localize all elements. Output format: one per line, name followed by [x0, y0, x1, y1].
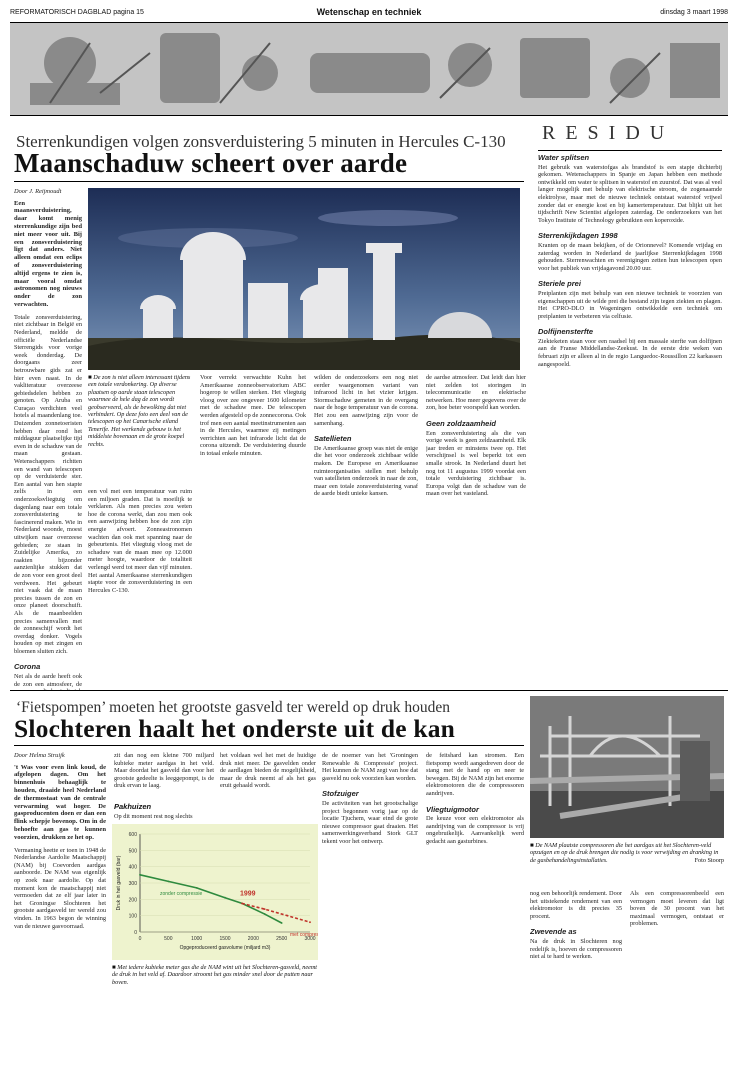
article2-column-4 — [322, 752, 418, 1062]
y-tick-label: 400 — [128, 864, 137, 871]
x-axis-label: Opgeproduceerd gasvolume (miljard m3) — [179, 945, 271, 951]
caption-bullet-icon: ■ — [112, 964, 118, 971]
telescope-photo — [88, 188, 520, 370]
article1-column-4 — [314, 374, 418, 690]
caption-bullet-icon: ■ — [88, 374, 94, 381]
article1-body: De Amerikaanse groep was niet de enige die het voor onderzoek zichtbaar wilde maken. De Europese en Amerikaanse ruimteorganisaties stellen met behulp van satellieten onderzoek in naar de zon, maar een totale zonsverduistering vanaf de aarde biedt unieke kansen. — [314, 444, 418, 498]
data-point — [264, 908, 266, 910]
article2-kicker: ‘Fietspompen’ moeten het grootste gasveld ter wereld op druk houden — [16, 699, 451, 716]
y-axis-label: Druk in het gasveld (bar) — [116, 855, 122, 911]
article1-column-3: Voor verrekt verwachtte Kuhn het Amerikaanse zonneobservatorium ABC hogerop te willen sterken. Het vliegtuig vloog over zee ongeveer 1600 kilometer met de schaduw mee. De telescopen werden afgesteld op de zonnecorona. Ook trof men een aantal meetinstrumenten aan in de Hercules, waarmee zij metingen verrichten aan het infrarode licht dat de corona uitzendt. De verduistering duurde in totaal enkele minuten. — [200, 374, 306, 457]
residu-body: Het gebruik van waterstofgas als brandstof is een stapje dichterbij gekomen. Wetenschappers in Spanje en Japan hebben een methode ontwikkeld om water te splitsen in waterstof en zuurstof. Dat was al veel langer mogelijk met behulp van elektrische stroom, de zogenaamde elektrolyse, maar met de nieuwe techniek ontstaat waterstof vrijwel zonder dat er energie kost en bij kamertemperatuur. Dat blijkt uit het tijdschrift New Scientist afgelopen zaterdag. De onderzoekers van het Tokyo Institute of Technology gebruikten een koperoxide. — [538, 163, 722, 224]
article1-body: Net als de aarde heeft ook de zon een atmosfeer, de — [14, 673, 82, 688]
subhead-satellieten: Satellieten — [314, 434, 352, 444]
section-banner-image — [10, 22, 728, 116]
article1-body: Een zonsverduistering als die van vorige week is geen zeldzaamheid. Elk jaar treden er minstens twee op. Het verschijnsel is wel beperkt tot een smalle strook. In Nederland duurt het nog tot 11 augustus 1999 voordat een totale verduistering zichtbaar is. Europa volgt dan de schaduw van de maan over het vasteland. — [426, 429, 526, 498]
data-point — [167, 880, 169, 882]
page-header — [10, 6, 728, 20]
data-point — [196, 887, 198, 889]
article2-column-6 — [530, 890, 622, 1062]
residu-subhead: Water splitsen — [538, 154, 590, 162]
legend-label-2: met compres — [290, 932, 318, 939]
article2-column-5 — [426, 752, 524, 1062]
data-point — [281, 922, 283, 924]
article2-byline: Door Helma Struijk — [14, 752, 65, 759]
chart-caption-text: Met iedere kubieke meter gas die de NAM wint uit het Slochteren-gasveld, neemt de druk in het veld af. Daardoor stroomt het gas minder snel door de putten naar boven. — [112, 964, 318, 986]
residu-body: Ziekteketen staan voor een raadsel bij een massale sterfte van dolfijnen aan de Franse Middellandse-Zeekust. In de eerste drie weken van februari zijn er alleen al in de regio Languedoc-Roussillon 22 karkassen aangespoeld. — [538, 337, 722, 368]
x-tick-label: 2500 — [276, 936, 288, 942]
article2-column-3: het voldaan wel het met de huidige druk niet meer. De gasvelden onder de aardlagen bieden de mogelijkheid, maar de druk neemt af als het gas eruit gehaald wordt. — [220, 752, 316, 790]
article2-headline: Slochteren haalt het onderste uit de kan — [14, 714, 456, 743]
subhead-zeldzaamheid: Geen zoldzaamheid — [426, 418, 497, 428]
article1-lead: Een maansverduistering, daar komt menig sterrenkundige zijn bed niet meer voor uit. Bij een zonsverduistering ligt dat anders. Niet alleen omdat een eclips of zonsverduistering altijd ergens te zien is, maar vooral omdat astronomen nog nieuws onder de zon verwachten. — [14, 199, 82, 308]
article1-kicker: Sterrenkundigen volgen zonsverduistering 5 minuten in Hercules C-130 — [16, 132, 506, 151]
data-point — [286, 915, 288, 917]
article2-body: De keuze voor een elektromotor als aandrijving van de compressor is vrij ongebruikelijk. Aanvankelijk werd gedacht aan gasturbines. — [426, 815, 524, 845]
article1-body: Totale zonsverduistering, niet zichtbaar in België en Nederland, meldde de officiële Nederlandse Sterrengids voor vorige week donderdag. De doorgaans zeer betrouwbare gids zat er hier even naast. In de vakliteratuur overzeese gebiedsdelen hebben zo genoten. Op Aruba en Curaçao verdichten veel hotels al maandenlang toe. Duizenden zonnetoeristen hebben daar rond het middaguur plaatselijke tijd even in de schaduw van de maan gestaan. Wetenschappers richtten een wand van telescopen op de verduisterde ster. Een aantal van hen stapte zelfs in een onderzoeksvliegtuig om dagenlang naar een totale zonsverduistering te fascinerend maken. Wie in Nederland woonde, moest uitwijken naar overzeese gebieden; ze staan in Zuidelijke Amerika, zo raakten bijzonder aanzienlijke stukken dat de zon voor een groot deel verdween. Het gebeurt niet vaak dat de maan precies tussen de zon en onze planeet doorschuift. Als de maanbeelden precies samenvallen met de zonneschijf wordt het overdag donker. Vogels houden op met zingen en bloemen sluiten zich. — [14, 313, 82, 655]
residu-header — [538, 120, 722, 151]
article2-body: De activiteiten van het grootschalige project begonnen vorig jaar op de locatie Tjuchem, waar eind de grote nieuwe compressor gaat draaien. Het samenwerkingsverband Stork GLT tekent voor het ontwerp. — [322, 799, 418, 845]
photo-caption — [88, 374, 192, 486]
y-tick-label: 300 — [128, 881, 137, 887]
section-title: Wetenschap en techniek — [316, 7, 422, 17]
article2-column-7: Als een compressorenbeeld een vermogen moet leveren dat ligt boven de 30 procent van het maximaal vermogen, ontstaat er problemen. — [630, 890, 724, 928]
article2-pakhuizen — [114, 800, 214, 821]
y-tick-label: 100 — [128, 913, 137, 920]
divider — [10, 690, 728, 691]
pressure-chart-svg — [112, 824, 318, 960]
page-date: dinsdag 3 maart 1998 — [660, 9, 728, 16]
caption-bullet-icon: ■ — [530, 842, 536, 849]
subhead-pakhuizen: Pakhuizen — [114, 802, 152, 811]
subhead-stofzuiger: Stofzuiger — [322, 789, 359, 799]
compressor-caption — [530, 842, 724, 884]
article2-body: Vermaning heette er toen in 1948 de Nederlandse Aardolie Maatschappij (NAM) bij Coevorden aardgas aanboorde. De NAM was eigenlijk op zoek naar aardolie. Op dat moment kon de maatschappij niet vermoeden dat ze elf jaar later in het Groningse Slochteren het grootste aardgasveld ter wereld zou vinden. In 1963 begon de winning van de nieuwe gasvoorraad. — [14, 846, 106, 930]
pressure-chart — [112, 824, 318, 960]
subhead-zwevende-as: Zwevende as — [530, 927, 577, 937]
article2-body: Op dit moment rest nog slechts — [114, 813, 193, 820]
data-point — [224, 897, 226, 899]
article2-body: zit dan nog een kleine 700 miljard kubieke meter aardgas in het veld. Maar doordat het gasveld dan voor het grootste gedeelte is leeggepompt, is de druk ervan te laag. — [114, 752, 214, 790]
subhead-corona: Corona — [14, 662, 41, 672]
residu-subhead: Steriele prei — [538, 279, 581, 289]
residu-title: RESIDU — [542, 122, 675, 144]
year-annotation: 1999 — [240, 890, 256, 898]
article2-body: de feitshard kan stromen. Een fietspomp wordt aangedreven door de stang met de hand op en neer te bewegen. Bij de NAM zijn het enorme elektromotoren die de compressoren aandrijven. — [426, 752, 524, 797]
residu-subhead: Sterrenkijkdagen 1998 — [538, 231, 618, 241]
y-tick-label: 0 — [134, 930, 137, 936]
divider — [14, 181, 524, 182]
residu-column — [538, 154, 722, 690]
x-tick-label: 1500 — [219, 936, 231, 942]
residu-body: Kranten op de maan bekijken, of de Orionnevel? Komende vrijdag en zaterdag worden in Nederland de jaarlijkse Sterrenkijkdagen 1998 gehouden. Sterrenwachten en verenigingen zetten hun telescopen open voor het publiek van vrijdagavond 20.00 uur. — [538, 241, 722, 272]
subhead-vliegtuigmotor: Vliegtuigmotor — [426, 804, 479, 814]
article1-column-5 — [426, 374, 526, 690]
legend-label-1: zonder compressie — [160, 890, 203, 897]
article1-body: de aardse atmosfeer. Dat leidt dan hier niet zelden tot storingen in telecommunicatie en elektrische netwerken. Hoe meer gegevens over de zon, hoe beter voorspeld kan worden. — [426, 374, 526, 412]
y-tick-label: 600 — [128, 832, 137, 838]
x-tick-label: 0 — [138, 936, 142, 942]
newspaper-name: REFORMATORISCH DAGBLAD pagina 15 — [10, 9, 144, 16]
compressor-photo — [530, 696, 724, 838]
article1-body: wilden de onderzoekers een nog niet eerder waargenomen variant van infrarood licht in het vizier krijgen. Stormschaduw gemeten in de overgang naar de hoge temperatuur van de corona. Het zou een aanwijzing zijn voor de samenhang. — [314, 374, 418, 427]
data-point — [309, 921, 311, 923]
data-point — [264, 913, 266, 915]
article2-body: de de noemer van het 'Groningen Renewable & Compressie' project. Het kunnen de NAM zegt van hoe dat gasveld nu ook voorzien kan worden. — [322, 752, 418, 782]
data-point — [241, 903, 243, 905]
article1-headline: Maanschaduw scheert over aarde — [14, 148, 408, 178]
article2-column-2 — [114, 752, 214, 800]
x-tick-label: 3000 — [304, 936, 316, 942]
photo-credit: Foto Stoorp — [694, 856, 724, 864]
article1-column-1 — [14, 188, 82, 690]
article2-body: nog een behoorlijk rendement. Door het uitstekende rendement van een elektromotor is dit precies 35 procent. — [530, 890, 622, 920]
chart-caption — [112, 964, 318, 1008]
article2-lead: 't Was voor even link koud, de afgelopen dagen. Om het binnenhuis behaaglijk te houden, draaide heel Nederland de thermostaat van de centrale verwarming wat hoger. De gasproducenten doen er dan een flink schepje bovenop. Om in de behoefte aan gas te kunnen voorzien, drukken ze het op. — [14, 763, 106, 841]
data-point — [139, 874, 141, 876]
y-tick-label: 200 — [128, 897, 137, 904]
residu-body: Preiplanten zijn met behulp van een nieuwe techniek te voorzien van eigenschappen uit de wilde prei die bestand zijn tegen ziekten en plagen. Het CPRO-DLO in Wageningen ontwikkelde een techniek om preiplanten te verbeteren via celfusie. — [538, 289, 722, 320]
residu-subhead: Dolfijnensterfte — [538, 327, 594, 337]
caption-text: De zon is niet alleen interessant tijdens een totale verdonkering. Op diverse plaatsen op aarde staan telescopen waarmee de hele dag de zon wordt geobserveerd, als de bewolking dat niet verhindert. Op deze foto een deel van de telescopen op het Canarische eiland Tenerife. Het werkende gebouw is het middelste bovenaan en de grote koepel rechts. — [88, 374, 191, 448]
photo-caption-text: De NAM plaatste compressoren die het aardgas uit het Slochteren-veld opzuigen en op de druk brengen die nodig is voor verwijding en dranking in de gasbehandelingsinstallaties. — [530, 842, 719, 864]
article1-column-2: een vol met een temperatuur van ruim een miljoen graden. Dat is moeilijk te verklaren. Als men precies zou weten hoe de corona werkt, dan zou men ook een aanwijzing hebben hoe de zon zijn energie afvoert. Zonneastronomen wachten dan ook met spanning naar de gebeurtenis. Het vliegtuig vloog met de schaduw van de maan mee op 12.000 meter hoogte, waardoor de totaliteit verlengd werd tot meer dan vijf minuten. Het aantal Amerikaanse sterrenkundigen stapte voor de zonsverduistering in een Hercules C-130. — [88, 488, 192, 594]
y-tick-label: 500 — [128, 848, 137, 855]
article1-byline: Door J. Reijmoudt — [14, 188, 62, 195]
article2-column-1 — [14, 752, 106, 1062]
x-tick-label: 2000 — [247, 936, 259, 942]
x-tick-label: 500 — [164, 936, 173, 942]
divider — [14, 745, 524, 746]
x-tick-label: 1000 — [191, 936, 203, 942]
article2-body: Na de druk in Slochteren nog redelijk is, hoeven de compressoren niet al te hard te werken. — [530, 937, 622, 961]
